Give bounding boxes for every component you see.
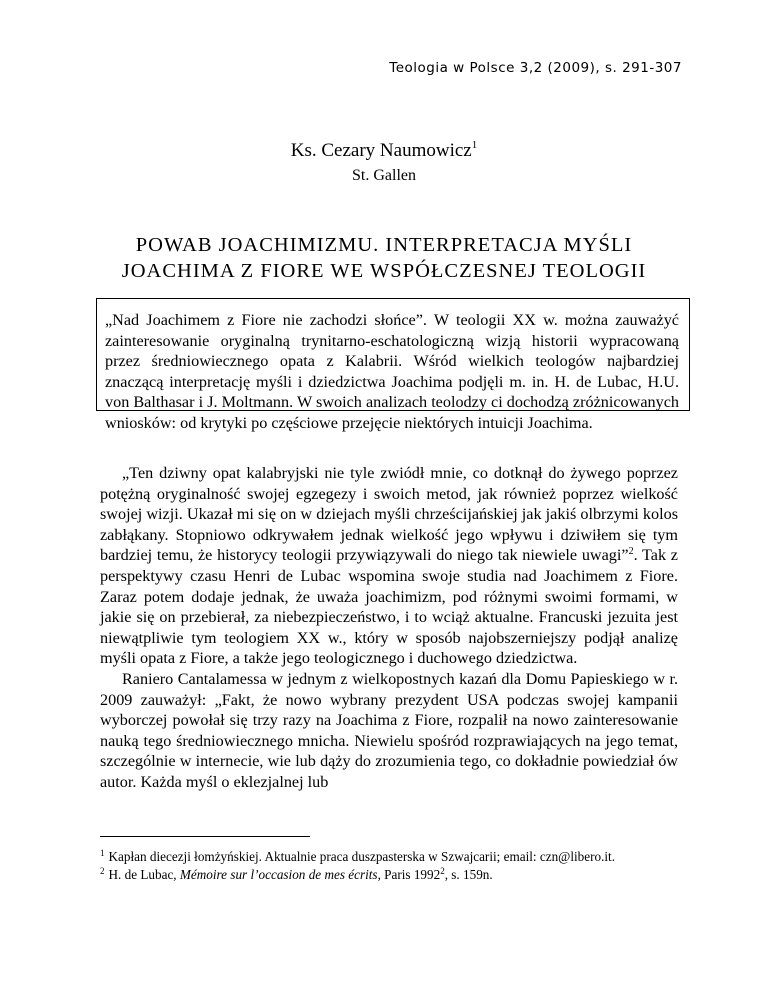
paragraph-1 <box>100 463 678 669</box>
article-title <box>0 232 768 284</box>
body-text <box>100 463 678 793</box>
footnote-2-book-title: Mémoire sur l’occasion de mes écrits <box>179 867 378 882</box>
paragraph-2: Raniero Cantalamessa w jednym z wielkopostnych kazań dla Domu Papieskiego w r. 2009 zauważył: „Fakt, że nowo wybrany prezydent USA podczas swojej kampanii wyborczej powołał się trzy razy na Joachima z Fiore, rozpalił na nowo zainteresowanie nauką tego średniowiecznego mnicha. Niewielu spośród rozprawiających na jego temat, szczególnie w internecie, wie lub dąży do zrozumienia tego, co dokładnie powiedział ów autor. Każda myśl o eklezjalnej lub <box>100 669 678 791</box>
author-name <box>0 140 768 162</box>
footnote-2 <box>100 866 700 884</box>
paragraph-1-quote: „Ten dziwny opat kalabryjski nie tyle zwiódł mnie, co dotknął do żywego poprzez potężną oryginalność swojej egzegezy i swoich metod, jak również poprzez wielkość swojej wizji. Ukazał mi się on w dziejach myśli chrześcijańskiej jak jakiś olbrzymi kolos zabłąkany. Stopniowo odkrywałem jednak wielkość jego wpływu i dziwiłem się tym bardziej temu, że historycy teologii przywiązywali do niego tak niewiele uwagi” <box>100 464 678 565</box>
footnote-2-author: H. de Lubac, <box>108 867 180 882</box>
author-footnote-mark[interactable]: 1 <box>471 139 478 151</box>
footnote-2-place-year: , Paris 1992 <box>377 867 441 882</box>
abstract-box <box>96 298 690 432</box>
footnote-divider <box>100 836 310 837</box>
footnote-1 <box>100 848 700 866</box>
footnote-1-number: 1 <box>100 848 105 858</box>
footnote-2-number: 2 <box>100 866 105 876</box>
footnote-ref-2[interactable]: 2 <box>628 546 634 558</box>
footnote-2-edition: 2 <box>440 866 445 876</box>
running-head: Teologia w Polsce 3,2 (2009), s. 291-307 <box>389 60 682 76</box>
footnote-2-pages: , s. 159n. <box>444 867 493 882</box>
paragraph-1-rest: . Tak z perspektywy czasu Henri de Lubac wspomina swoje studia nad Joachimem z Fiore. Zaraz potem dodaje jednak, że uważa joachimizm, pod różnymi swoimi formami, w jakie się on przebierał, za niebezpieczeństwo, i to wciąż aktualne. Francuski jezuita jest niewątpliwie tym teologiem XX w., który w sposób najobszerniejszy podjął analizę myśli opata z Fiore, a także jego teologicznego i duchowego dziedzictwa. <box>100 546 678 668</box>
title-line-1: POWAB JOACHIMIZMU. INTERPRETACJA MYŚLI <box>135 234 633 256</box>
author-name-text: Ks. Cezary Naumowicz <box>290 140 472 161</box>
author-affiliation: St. Gallen <box>352 167 416 184</box>
abstract-text: „Nad Joachimem z Fiore nie zachodzi słońce”. W teologii XX w. można zauważyć zainteresowanie oryginalną trynitarno-eschatologiczną wizją historii wypracowaną przez średniowiecznego opata z Kalabrii. Wśród wielkich teologów najbardziej znaczącą interpretację myśli i dziedzictwa Joachima podjęli m. in. H. de Lubac, H.U. von Balthasar i J. Moltmann. W swoich analizach teolodzy ci dochodzą zróżnicowanych wniosków: od krytyki po częściowe przejęcie niektórych intuicji Joachima. <box>105 311 679 432</box>
title-line-2: JOACHIMA Z FIORE WE WSPÓŁCZESNEJ TEOLOGII <box>121 260 647 282</box>
footnotes <box>100 848 700 884</box>
footnote-1-text: Kapłan diecezji łomżyńskiej. Aktualnie praca duszpasterska w Szwajcarii; email: czn@libero.it. <box>108 849 615 864</box>
